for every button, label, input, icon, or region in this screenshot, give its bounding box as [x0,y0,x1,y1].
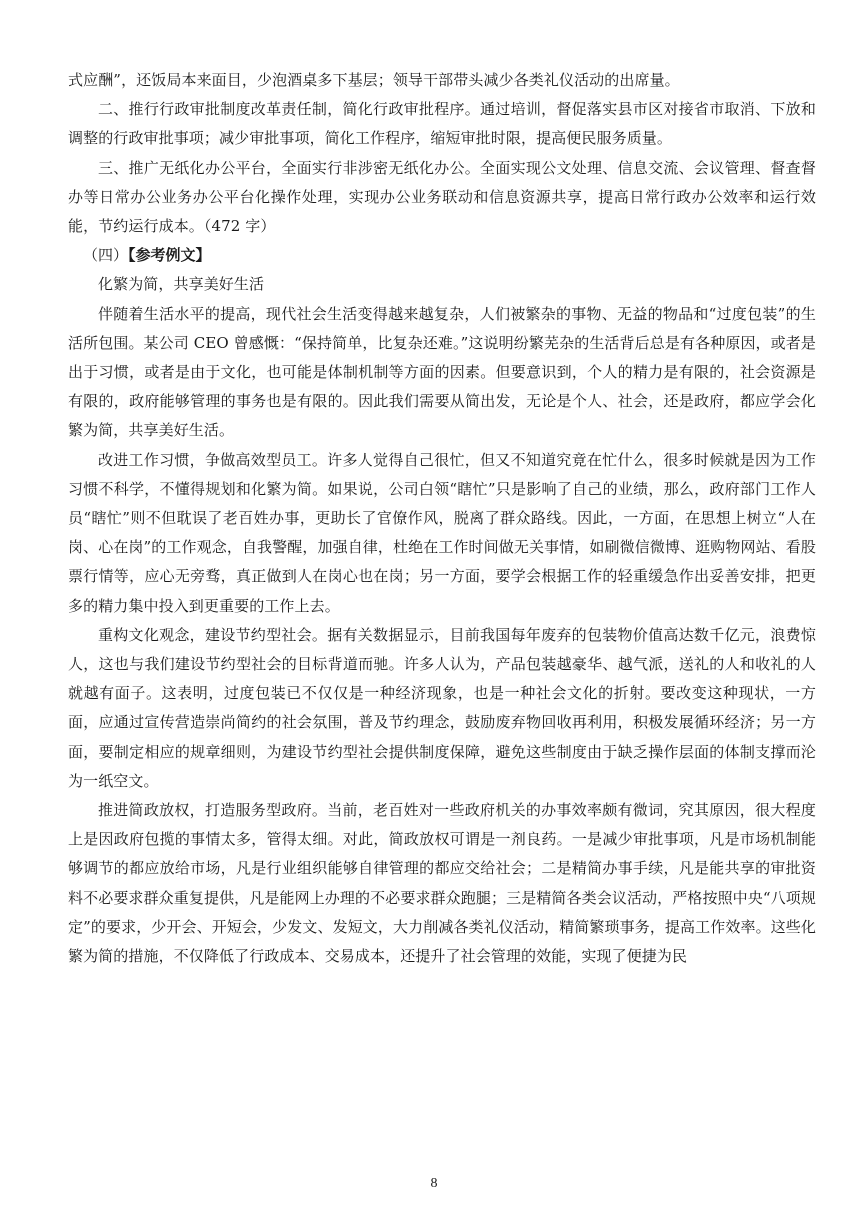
section-label: 【参考例文】 [128,246,211,265]
essay-title: 化繁为简，共享美好生活 [98,275,265,294]
document-page [68,66,816,971]
section-number: （四） [83,246,129,265]
paragraph-continued: 式应酬”，还饭局本来面目，少泡酒桌多下基层；领导干部带头减少各类礼仪活动的出席量。 [68,71,680,89]
page-number: 8 [430,1176,438,1191]
section-heading [68,241,816,270]
essay-paragraph-government: 推进简政放权，打造服务型政府。当前，老百姓对一些政府机关的办事效率颇有微词，究其原因，很大程度上是因政府包揽的事情太多，管得太细。对此，简政放权可谓是一剂良药。一是减少审批事项，凡是市场机制能够调节的都应放给市场，凡是行业组织能够自律管理的都应交给社会；二是精简办事手续，凡是能共享的审批资料不必要求群众重复提供，凡是能网上办理的不必要求群众跑腿；三是精简各类会议活动，严格按照中央“八项规定”的要求，少开会、开短会，少发文、发短文，大力削减各类礼仪活动，精简繁琐事务，提高工作效率。这些化繁为简的措施，不仅降低了行政成本、交易成本，还提升了社会管理的效能，实现了便捷为民 [68,801,816,966]
essay-paragraph-culture: 重构文化观念，建设节约型社会。据有关数据显示，目前我国每年废弃的包装物价值高达数千亿元，浪费惊人，这也与我们建设节约型社会的目标背道而驰。许多人认为，产品包装越豪华、越气派，送礼的人和收礼的人就越有面子。这表明，过度包装已不仅仅是一种经济现象，也是一种社会文化的折射。要改变这种现状，一方面，应通过宣传营造崇尚简约的社会氛围，普及节约理念，鼓励废弃物回收再利用，积极发展循环经济；另一方面，要制定相应的规章细则，为建设节约型社会提供制度保障，避免这些制度由于缺乏操作层面的体制支撑而沦为一纸空文。 [68,625,816,790]
essay-paragraph-work-habits: 改进工作习惯，争做高效型员工。许多人觉得自己很忙，但又不知道究竟在忙什么，很多时候就是因为工作习惯不科学，不懂得规划和化繁为简。如果说，公司白领“瞎忙”只是影响了自己的业绩，那么，政府部门工作人员“瞎忙”则不但耽误了老百姓办事，更助长了官僚作风，脱离了群众路线。因此，一方面，在思想上树立“人在岗、心在岗”的工作观念，自我警醒，加强自律，杜绝在工作时间做无关事情，如刷微信微博、逛购物网站、看股票行情等，应心无旁骛，真正做到人在岗心也在岗；另一方面，要学会根据工作的轻重缓急作出妥善安排，把更多的精力集中投入到更重要的工作上去。 [68,450,816,615]
essay-paragraph-intro: 伴随着生活水平的提高，现代社会生活变得越来越复杂，人们被繁杂的事物、无益的物品和“过度包装”的生活所包围。某公司 CEO 曾感慨：“保持简单，比复杂还难。”这说明纷繁芜杂的生活背后总是有各种原因，或者是出于习惯，或者是由于文化，也可能是体制机制等方面的因素。但要意识到，个人的精力是有限的，社会资源是有限的，政府能够管理的事务也是有限的。因此我们需要从简出发，无论是个人、社会，还是政府，都应学会化繁为简，共享美好生活。 [68,304,816,440]
paragraph-item-2: 二、推行行政审批制度改革责任制，简化行政审批程序。通过培训，督促落实县市区对接省市取消、下放和调整的行政审批事项；减少审批事项，简化工作程序，缩短审批时限，提高便民服务质量。 [68,100,816,148]
paragraph-item-3: 三、推广无纸化办公平台，全面实行非涉密无纸化办公。全面实现公文处理、信息交流、会议管理、督查督办等日常办公业务办公平台化操作处理，实现办公业务联动和信息资源共享，提高日常行政办公效率和运行效能，节约运行成本。（472 字） [68,158,816,236]
